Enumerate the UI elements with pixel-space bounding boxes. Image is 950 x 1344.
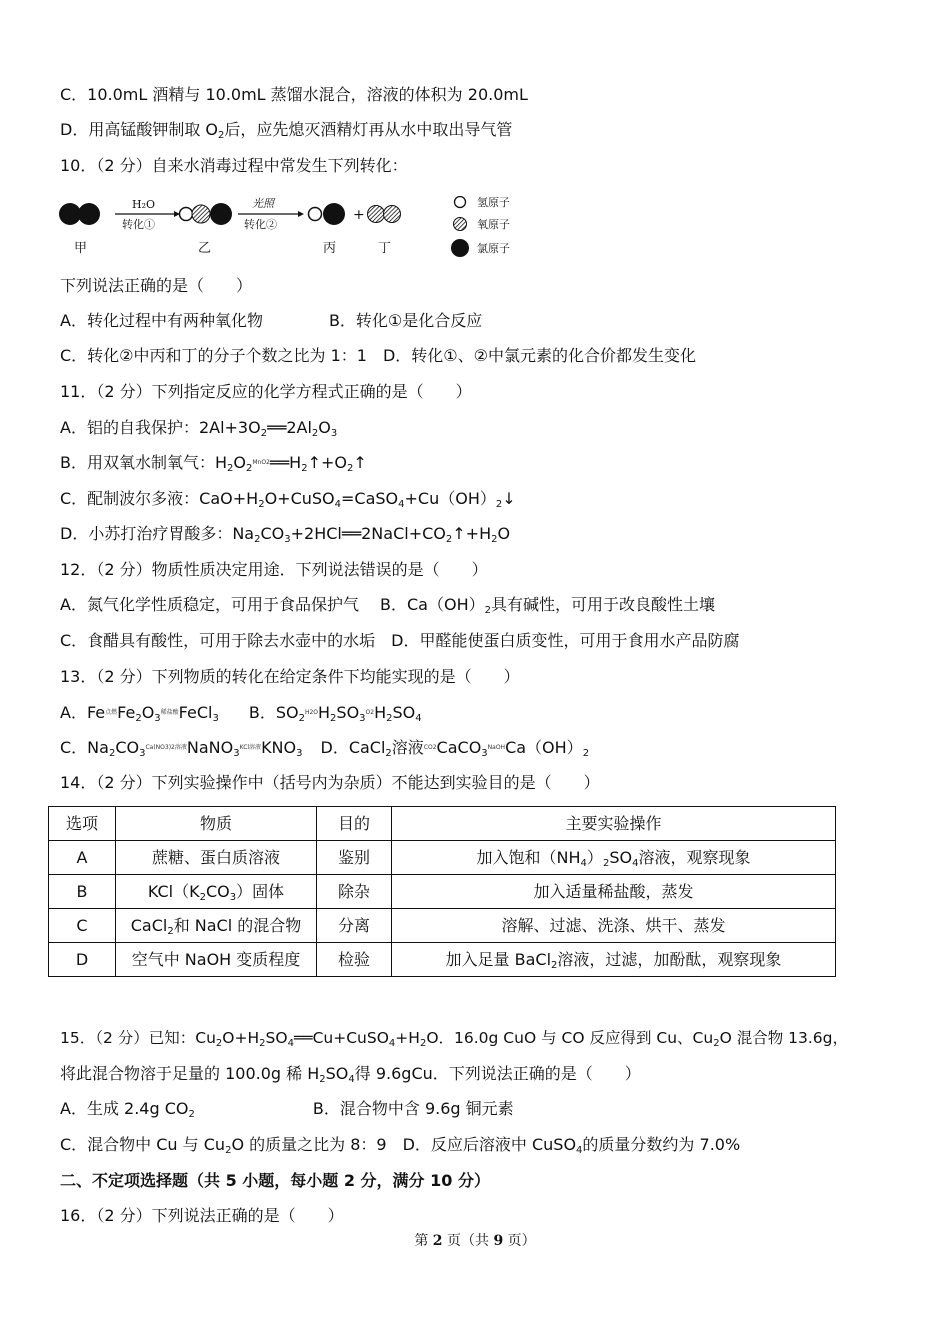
q14-title: 14．（2 分）下列实验操作中（括号内为杂质）不能达到实验目的是（ ） — [60, 773, 600, 792]
header-substance: 物质 — [116, 807, 317, 841]
q15-options-cd: C．混合物中 Cu 与 $Cu_2O$ 的质量之比为 8：9 D．反应后溶液中 CuSO$_4$的质量分数约为 7.0% — [60, 1135, 741, 1156]
q11-option-c: C．配制波尔多液：$CaO+H_2O+CuSO_4=CaSO_4+Cu(OH)_2↓$ — [60, 489, 516, 510]
cell-operation: 加入适量稀盐酸，蒸发 — [392, 875, 836, 909]
table-row — [49, 875, 836, 909]
q10-title: 10．（2 分）自来水消毒过程中常发生下列转化： — [60, 156, 408, 175]
cell-substance: 蔗糖、蛋白质溶液 — [116, 841, 317, 875]
molecule-jia-icon — [59, 203, 100, 225]
cell-purpose: 鉴别 — [317, 841, 392, 875]
cell-purpose: 检验 — [317, 943, 392, 977]
molecule-yi-icon — [180, 203, 233, 225]
q11-title: 11．（2 分）下列指定反应的化学方程式正确的是（ ） — [60, 382, 472, 401]
cell-substance: $KCl(K_2CO_3)$固体 — [116, 875, 317, 909]
table-row — [49, 909, 836, 943]
q15-title: 15．（2 分）已知：$Cu_2O+H_2SO_4══Cu+CuSO_4+H_2O$．16.0g CuO 与 CO 反应得到 Cu、$Cu_2O$ 混合物 13.6g， — [60, 1029, 848, 1049]
cell-substance: 空气中 NaOH 变质程度 — [116, 943, 317, 977]
q15-options-ab: A．生成 2.4g $CO_2$ B．混合物中含 9.6g 铜元素 — [60, 1099, 514, 1120]
table-header-row — [49, 807, 836, 841]
cell-operation: 加入足量 BaCl$_2$溶液，过滤，加酚酞，观察现象 — [392, 943, 836, 977]
q13-options-cd: C．$Na_2CO_3^{Ca(NO3)2溶液}NaNO_3^{KCl溶液}KNO_3$ D．CaCl$_2$溶液$^{CO2}CaCO_3^{NaOH}Ca(OH)_2$ — [60, 738, 590, 759]
arrow2-top-label: 光照 — [252, 197, 274, 210]
q13-title: 13．（2 分）下列物质的转化在给定条件下均能实现的是（ ） — [60, 667, 520, 686]
table-row — [49, 841, 836, 875]
molecule-ding-icon — [368, 206, 401, 223]
section-2-heading: 二、不定项选择题（共 5 小题，每小题 2 分，满分 10 分） — [60, 1171, 490, 1190]
cell-operation: 加入饱和$(NH_4)_2SO_4$溶液，观察现象 — [392, 841, 836, 875]
q9-option-c: C．10.0mL 酒精与 10.0mL 蒸馏水混合，溶液的体积为 20.0mL — [60, 85, 528, 104]
q11-option-d: D．小苏打治疗胃酸多：$Na_2CO_3+2HCl══2NaCl+CO_2↑+H_2O$ — [60, 524, 511, 545]
q16-title: 16．（2 分）下列说法正确的是（ ） — [60, 1206, 344, 1225]
molecule-bing-icon — [309, 203, 346, 225]
header-option: 选项 — [49, 807, 116, 841]
q10-stem: 下列说法正确的是（ ） — [60, 276, 253, 295]
legend — [451, 196, 510, 257]
plus-sign: + — [353, 207, 365, 223]
arrow1-bottom-label: 转化① — [122, 218, 155, 231]
cell-option: C — [49, 909, 116, 943]
cell-substance: CaCl$_2$和 NaCl 的混合物 — [116, 909, 317, 943]
q10-options-cd: C．转化②中丙和丁的分子个数之比为 1：1 D．转化①、②中氯元素的化合价都发生变化 — [60, 346, 696, 365]
legend-chlorine: 氯原子 — [477, 242, 510, 255]
legend-hydrogen: 氢原子 — [477, 196, 510, 209]
q12-title: 12．（2 分）物质性质决定用途．下列说法错误的是（ ） — [60, 560, 488, 579]
molecule-conversion-diagram — [58, 196, 538, 262]
label-jia: 甲 — [74, 241, 88, 256]
oxygen-atom-icon — [454, 218, 467, 231]
hydrogen-atom-icon — [455, 197, 466, 208]
experiment-table — [48, 806, 836, 977]
q9-option-d: D．用高锰酸钾制取 $O_2$后，应先熄灭酒精灯再从水中取出导气管 — [60, 120, 513, 141]
q12-options-ab: A．氮气化学性质稳定，可用于食品保护气 B．$Ca(OH)_2$具有碱性，可用于改良酸性土壤 — [60, 595, 716, 616]
label-bing: 丙 — [323, 241, 337, 256]
q11-option-a: A．铝的自我保护：$2Al+3O_2══2Al_2O_3$ — [60, 418, 338, 439]
cell-option: D — [49, 943, 116, 977]
q10-options-ab: A．转化过程中有两种氧化物 B．转化①是化合反应 — [60, 311, 483, 330]
page-footer: 第 2 页（共 9 页） — [414, 1233, 536, 1249]
label-yi: 乙 — [198, 241, 212, 256]
cell-purpose: 除杂 — [317, 875, 392, 909]
cell-option: B — [49, 875, 116, 909]
table-row — [49, 943, 836, 977]
label-ding: 丁 — [378, 241, 392, 256]
cell-operation: 溶解、过滤、洗涤、烘干、蒸发 — [392, 909, 836, 943]
header-operation: 主要实验操作 — [392, 807, 836, 841]
legend-oxygen: 氧原子 — [477, 218, 510, 231]
chlorine-atom-icon — [451, 239, 469, 257]
q15-stem: 将此混合物溶于足量的 100.0g 稀 $H_2SO_4$得 9.6gCu．下列说法正确的是（ ） — [60, 1064, 641, 1085]
cell-option: A — [49, 841, 116, 875]
arrow2-bottom-label: 转化② — [244, 218, 277, 231]
arrow1-top-label: H₂O — [132, 198, 156, 211]
header-purpose: 目的 — [317, 807, 392, 841]
cell-purpose: 分离 — [317, 909, 392, 943]
q13-options-ab: A．$Fe^{点燃}Fe_2O_3^{稀盐酸}FeCl_3$ B．$SO_2^{H2O}H_2SO_3^{O2}H_2SO_4$ — [60, 703, 422, 724]
q11-option-b: B．用双氧水制氧气：$H_2O_2^{MnO2}══H_2↑+O_2↑$ — [60, 453, 367, 474]
q12-options-cd: C．食醋具有酸性，可用于除去水壶中的水垢 D．甲醛能使蛋白质变性，可用于食用水产品防腐 — [60, 631, 740, 650]
